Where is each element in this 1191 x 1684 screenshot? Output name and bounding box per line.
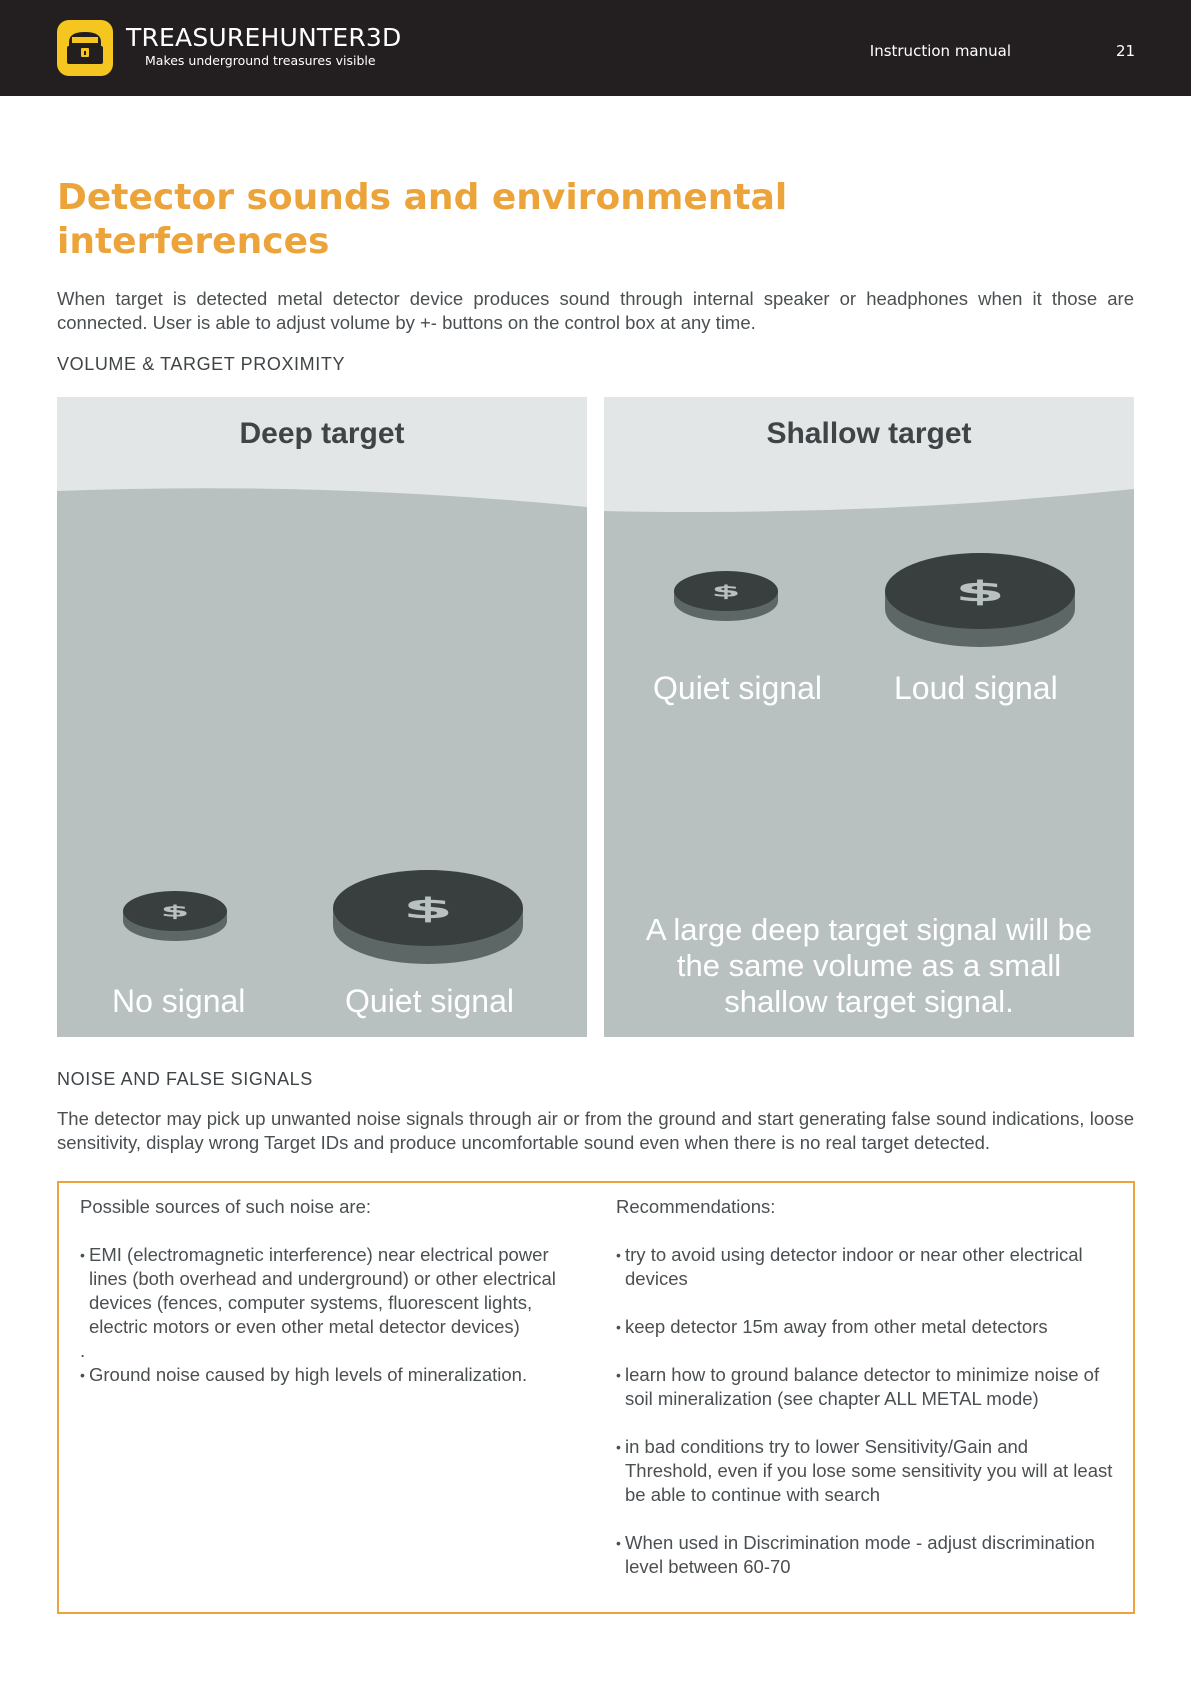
bullet: •: [616, 1439, 621, 1455]
list-item: [80, 1363, 590, 1387]
bullet: •: [616, 1247, 621, 1263]
page-header: [0, 0, 1191, 96]
list-item-text: in bad conditions try to lower Sensitivity/Gain and Threshold, even if you lose some sensitivity you will at least be able to continue with search: [625, 1436, 1113, 1505]
page-title: Detector sounds and environmental interferences: [57, 177, 788, 262]
bullet: •: [616, 1367, 621, 1383]
list-item-text: EMI (electromagnetic interference) near electrical power lines (both overhead and underground) or other electrical devices (fences, computer systems, fluorescent lights, electric motors or even other metal detector devices): [89, 1244, 556, 1337]
shallow-target-panel: [604, 397, 1134, 1037]
list-item-text: keep detector 15m away from other metal detectors: [625, 1316, 1048, 1337]
list-item: [616, 1435, 1116, 1507]
noise-paragraph: The detector may pick up unwanted noise signals through air or from the ground and start generating false sound indications, loose sensitivity, display wrong Target IDs and produce uncomfortable sound even when there is no real target detected.: [57, 1108, 1134, 1153]
noise-sources-column: [80, 1195, 590, 1411]
shallow-target-title: Shallow target: [766, 417, 972, 450]
recommendations-column: [616, 1195, 1116, 1603]
bullet: •: [80, 1367, 85, 1383]
svg-text:$: $: [711, 582, 741, 601]
noise-section-label: NOISE AND FALSE SIGNALS: [57, 1069, 313, 1089]
brand-name: TREASUREHUNTER3D: [126, 23, 402, 52]
volume-comparison-note: A large deep target signal will be the same volume as a small shallow target signal.: [645, 912, 1093, 1019]
separator: .: [80, 1340, 86, 1361]
list-item: [80, 1243, 590, 1339]
quiet-signal-label: Quiet signal: [345, 983, 514, 1019]
sources-heading: Possible sources of such noise are:: [80, 1196, 372, 1217]
deep-target-panel: [57, 397, 587, 1037]
page-number: 21: [1116, 42, 1136, 60]
list-item: [616, 1315, 1116, 1339]
list-item: [616, 1531, 1116, 1579]
svg-text:$: $: [402, 892, 454, 926]
svg-text:$: $: [954, 575, 1006, 609]
deep-target-title: Deep target: [239, 417, 405, 450]
bullet: •: [616, 1319, 621, 1335]
volume-section-label: VOLUME & TARGET PROXIMITY: [57, 354, 346, 374]
manual-label: Instruction manual: [869, 42, 1011, 60]
dollar-coin-icon: [672, 567, 780, 623]
no-signal-label: No signal: [112, 983, 246, 1019]
bullet: •: [80, 1247, 85, 1263]
quiet-signal-label: Quiet signal: [653, 670, 822, 706]
list-item-text: try to avoid using detector indoor or near other electrical devices: [625, 1244, 1083, 1289]
dollar-coin-icon: [121, 887, 229, 943]
noise-info-box: [57, 1181, 1135, 1614]
bullet: •: [616, 1535, 621, 1551]
brand-tagline: Makes underground treasures visible: [145, 53, 376, 68]
list-item-text: Ground noise caused by high levels of mineralization.: [89, 1364, 528, 1385]
loud-signal-label: Loud signal: [894, 670, 1058, 706]
list-item-text: When used in Discrimination mode - adjust discrimination level between 60-70: [625, 1532, 1095, 1577]
list-item: [616, 1363, 1116, 1411]
treasure-chest-icon: [57, 20, 113, 76]
recommendations-heading: Recommendations:: [616, 1196, 776, 1217]
dollar-coin-icon: [331, 866, 525, 968]
svg-text:$: $: [160, 902, 190, 921]
intro-paragraph: When target is detected metal detector device produces sound through internal speaker or headphones when it those are connected. User is able to adjust volume by +- buttons on the control box at any time.: [57, 288, 1134, 333]
list-item: [616, 1243, 1116, 1291]
dollar-coin-icon: [883, 549, 1077, 651]
list-item-text: learn how to ground balance detector to minimize noise of soil mineralization (see chapter ALL METAL mode): [625, 1364, 1100, 1409]
